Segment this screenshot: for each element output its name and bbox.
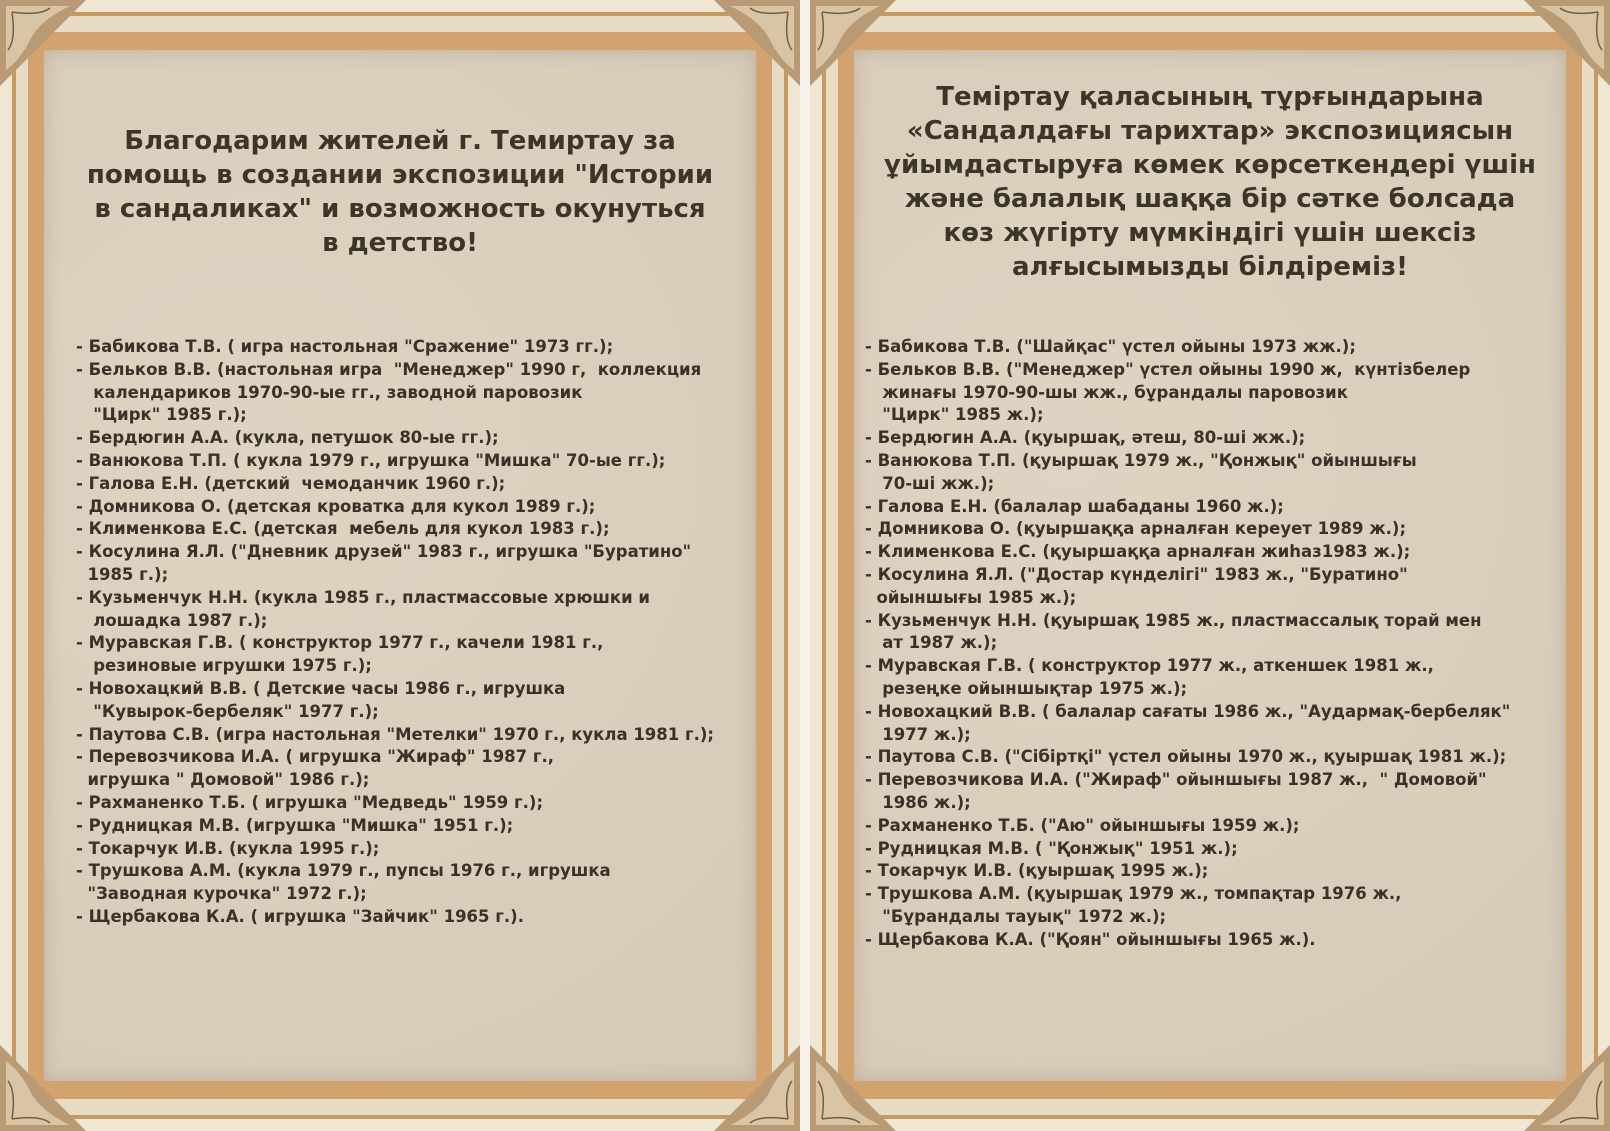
list-item: 1985 г.);: [76, 564, 169, 584]
list-item: - Ванюкова Т.П. ( кукла 1979 г., игрушка "Мишка" 70-ые гг.);: [76, 450, 666, 470]
list-item: "Кувырок-бербеляк" 1977 г.);: [76, 701, 379, 721]
page-title: Теміртау қаласының тұрғындарына «Сандалдағы тарихтар» экспозициясын ұйымдастыруға көмек көрсеткендері үшін және балалық шаққа бір сәтке болсада көз жүгірту мүмкіндігі үшін шексіз алғысымызды білдіреміз!: [884, 82, 1536, 282]
corner-ornament-icon: [810, 0, 896, 86]
list-item: 1986 ж.);: [865, 792, 971, 812]
corner-ornament-icon: [714, 1045, 800, 1131]
corner-ornament-icon: [714, 0, 800, 86]
donor-list: [865, 336, 1565, 952]
corner-ornament-icon: [1524, 1045, 1610, 1131]
list-item: - Галова Е.Н. (балалар шабаданы 1960 ж.);: [865, 496, 1284, 516]
corner-ornament-icon: [0, 1045, 86, 1131]
list-item: "Бұрандалы тауық" 1972 ж.);: [865, 906, 1167, 926]
corner-ornament-icon: [1524, 0, 1610, 86]
list-item: - Паутова С.В. (игра настольная "Метелки" 1970 г., кукла 1981 г.);: [76, 724, 715, 744]
list-item: игрушка " Домовой" 1986 г.);: [76, 770, 370, 790]
list-item: - Трушкова А.М. (кукла 1979 г., пупсы 1976 г., игрушка: [76, 861, 611, 881]
list-item: - Новохацкий В.В. ( Детские часы 1986 г., игрушка: [76, 678, 566, 698]
corner-ornament-icon: [0, 0, 86, 86]
list-item: резиновые игрушки 1975 г.);: [76, 656, 372, 676]
list-item: - Перевозчикова И.А. ( игрушка "Жираф" 1987 г.,: [76, 747, 555, 767]
left-panel: [0, 0, 800, 1131]
list-item: "Заводная курочка" 1972 г.);: [76, 884, 367, 904]
list-item: - Домникова О. (қуыршаққа арналған кереует 1989 ж.);: [865, 519, 1407, 539]
list-item: - Щербакова К.А. ("Қоян" ойыншығы 1965 ж.).: [865, 929, 1316, 949]
list-item: - Бельков В.В. (настольная игра "Менеджер" 1990 г, коллекция: [76, 359, 702, 379]
list-item: 70-ші жж.);: [865, 473, 995, 493]
list-item: - Рахманенко Т.Б. ( игрушка "Медведь" 1959 г.);: [76, 792, 544, 812]
list-item: - Бердюгин А.А. (кукла, петушок 80-ые гг.);: [76, 428, 499, 448]
list-item: - Рудницкая М.В. ( "Қонжық" 1951 ж.);: [865, 838, 1238, 858]
list-item: - Косулина Я.Л. ("Достар күнделігі" 1983 ж., "Буратино": [865, 564, 1408, 584]
list-item: - Рудницкая М.В. (игрушка "Мишка" 1951 г.);: [76, 815, 514, 835]
list-item: - Новохацкий В.В. ( балалар сағаты 1986 ж., "Аудармақ-бербеляк": [865, 701, 1511, 721]
list-item: 1977 ж.);: [865, 724, 971, 744]
list-item: - Кузьменчук Н.Н. (кукла 1985 г., пластмассовые хрюшки и: [76, 587, 650, 607]
list-item: - Перевозчикова И.А. ("Жираф" ойыншығы 1987 ж., " Домовой": [865, 770, 1487, 790]
list-item: - Косулина Я.Л. ("Дневник друзей" 1983 г., игрушка "Буратино": [76, 542, 692, 562]
list-item: ойыншығы 1985 ж.);: [865, 587, 1077, 607]
list-item: - Бабикова Т.В. ( игра настольная "Сражение" 1973 гг.);: [76, 337, 614, 356]
page-divider: [800, 0, 810, 1131]
list-item: "Цирк" 1985 ж.);: [865, 405, 1044, 425]
corner-ornament-icon: [810, 1045, 896, 1131]
list-item: - Галова Е.Н. (детский чемоданчик 1960 г.);: [76, 473, 506, 493]
list-item: календариков 1970-90-ые гг., заводной паровозик: [76, 382, 583, 402]
right-panel: [810, 0, 1610, 1131]
list-item: - Ванюкова Т.П. (қуыршақ 1979 ж., "Қонжық" ойыншығы: [865, 450, 1417, 470]
list-item: - Бельков В.В. ("Менеджер" үстел ойыны 1990 ж, күнтізбелер: [865, 359, 1471, 379]
list-item: - Бабикова Т.В. ("Шайқас" үстел ойыны 1973 жж.);: [865, 337, 1356, 356]
list-item: "Цирк" 1985 г.);: [76, 405, 247, 425]
list-item: резеңке ойыншықтар 1975 ж.);: [865, 678, 1188, 698]
list-item: ат 1987 ж.);: [865, 633, 998, 653]
list-item: - Кузьменчук Н.Н. (қуыршақ 1985 ж., пластмассалық торай мен: [865, 610, 1482, 630]
list-item: - Щербакова К.А. ( игрушка "Зайчик" 1965 г.).: [76, 906, 524, 926]
list-item: жинағы 1970-90-шы жж., бұрандалы паровозик: [865, 382, 1348, 402]
list-item: - Муравская Г.В. ( конструктор 1977 г., качели 1981 г.,: [76, 633, 604, 653]
list-item: - Токарчук И.В. (кукла 1995 г.);: [76, 838, 380, 858]
donor-list: [76, 336, 756, 929]
list-item: - Трушкова А.М. (қуыршақ 1979 ж., томпақтар 1976 ж.,: [865, 884, 1402, 904]
list-item: лошадка 1987 г.);: [76, 610, 268, 630]
list-item: - Токарчук И.В. (қуыршақ 1995 ж.);: [865, 861, 1209, 881]
page-title: Благодарим жителей г. Темиртау за помощь в создании экспозиции "Истории в сандаликах" и возможность окунуться в детство!: [86, 126, 714, 258]
list-item: - Рахманенко Т.Б. ("Аю" ойыншығы 1959 ж.);: [865, 815, 1300, 835]
list-item: - Домникова О. (детская кроватка для кукол 1989 г.);: [76, 496, 596, 516]
list-item: - Клименкова Е.С. (детская мебель для кукол 1983 г.);: [76, 519, 610, 539]
list-item: - Клименкова Е.С. (қуыршаққа арналған жиһаз1983 ж.);: [865, 542, 1411, 562]
list-item: - Паутова С.В. ("Сібіртқі" үстел ойыны 1970 ж., қуыршақ 1981 ж.);: [865, 747, 1507, 767]
list-item: - Муравская Г.В. ( конструктор 1977 ж., аткеншек 1981 ж.,: [865, 656, 1434, 676]
list-item: - Бердюгин А.А. (қуыршақ, әтеш, 80-ші жж.);: [865, 428, 1306, 448]
